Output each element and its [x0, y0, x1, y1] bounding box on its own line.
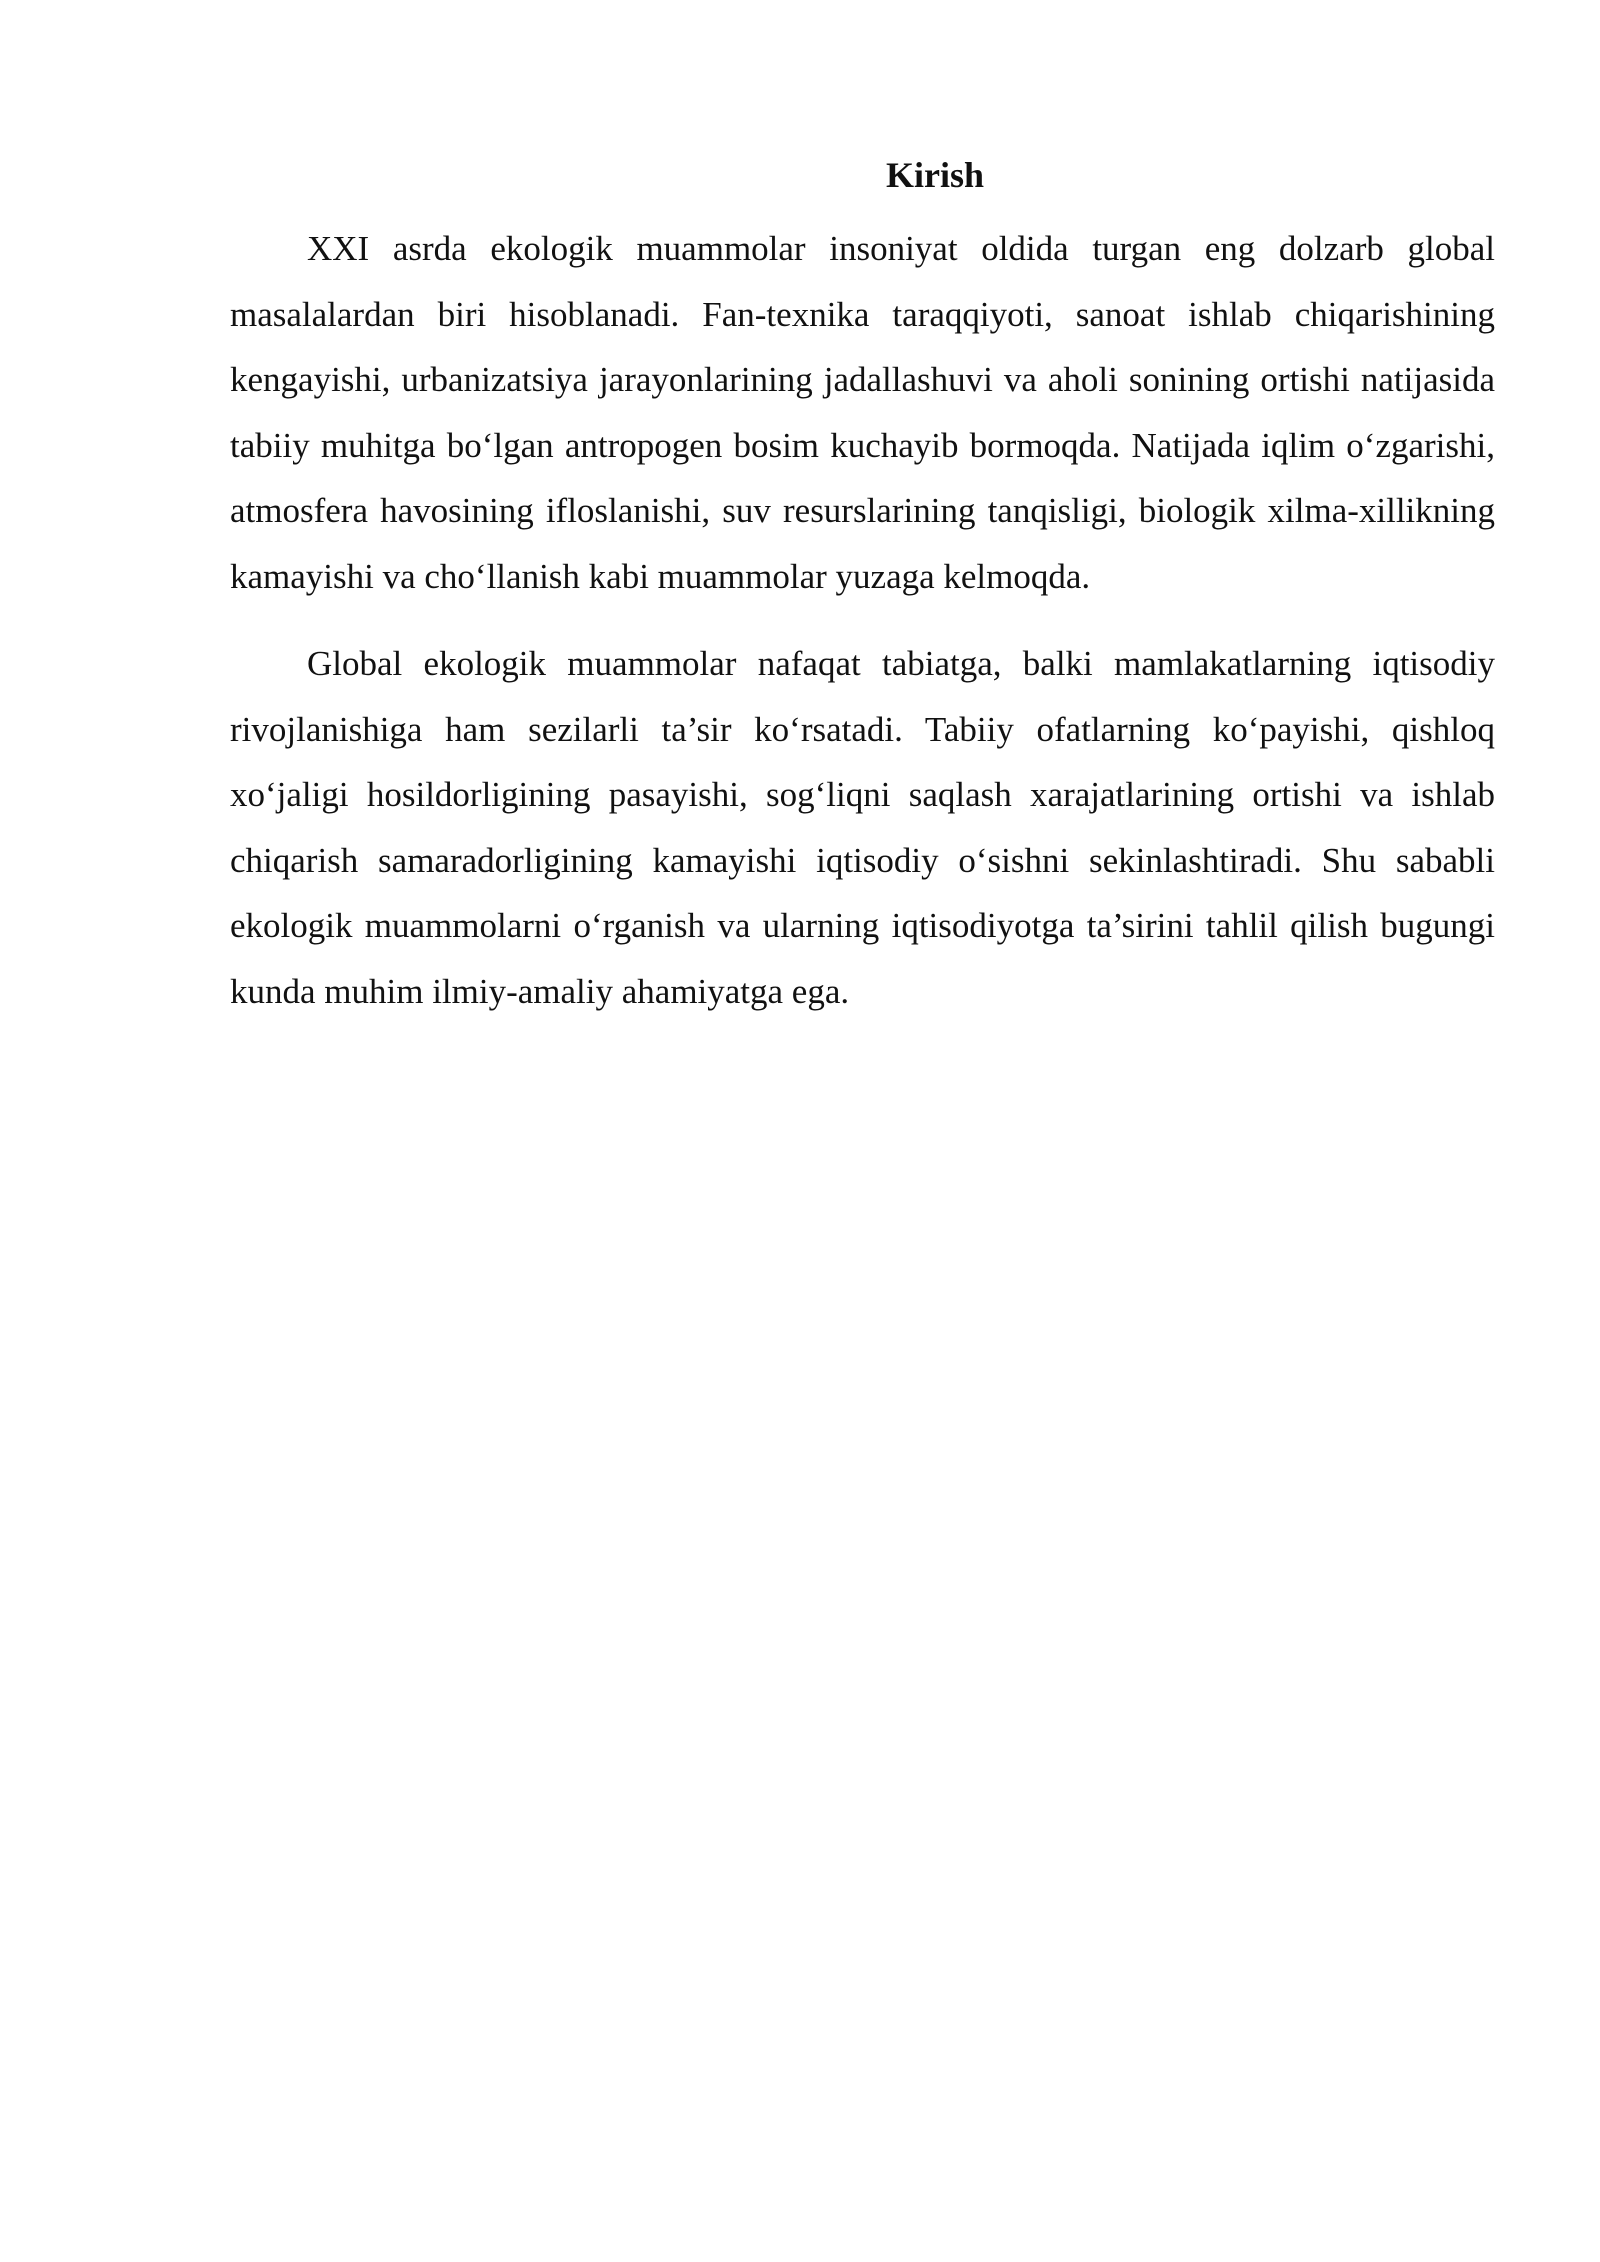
- section-title: Kirish: [885, 155, 984, 195]
- document-body: [230, 150, 1495, 1046]
- paragraph-intro: XXI asrda ekologik muammolar insoniyat oldida turgan eng dolzarb global masalalardan biri hisoblanadi. Fan-texnika taraqqiyoti, sanoat ishlab chiqarishining kengayishi, urbanizatsiya jarayonlarining jadallashuvi va aholi sonining ortishi natijasida tabiiy muhitga bo‘lgan antropogen bosim kuchayib bormoqda. Natijada iqlim o‘zgarishi, atmosfera havosining ifloslanishi, suv resurslarining tanqisligi, biologik xilma-xillikning kamayishi va cho‘llanish kabi muammolar yuzaga kelmoqda.: [230, 229, 1495, 596]
- paragraph-economic-impact: Global ekologik muammolar nafaqat tabiatga, balki mamlakatlarning iqtisodiy rivojlanishiga ham sezilarli ta’sir ko‘rsatadi. Tabiiy ofatlarning ko‘payishi, qishloq xo‘jaligi hosildorligining pasayishi, sog‘liqni saqlash xarajatlarining ortishi va ishlab chiqarish samaradorligining kamayishi iqtisodiy o‘sishni sekinlashtiradi. Shu sababli ekologik muammolarni o‘rganish va ularning iqtisodiyotga ta’sirini tahlil qilish bugungi kunda muhim ilmiy-amaliy ahamiyatga ega.: [230, 644, 1495, 1011]
